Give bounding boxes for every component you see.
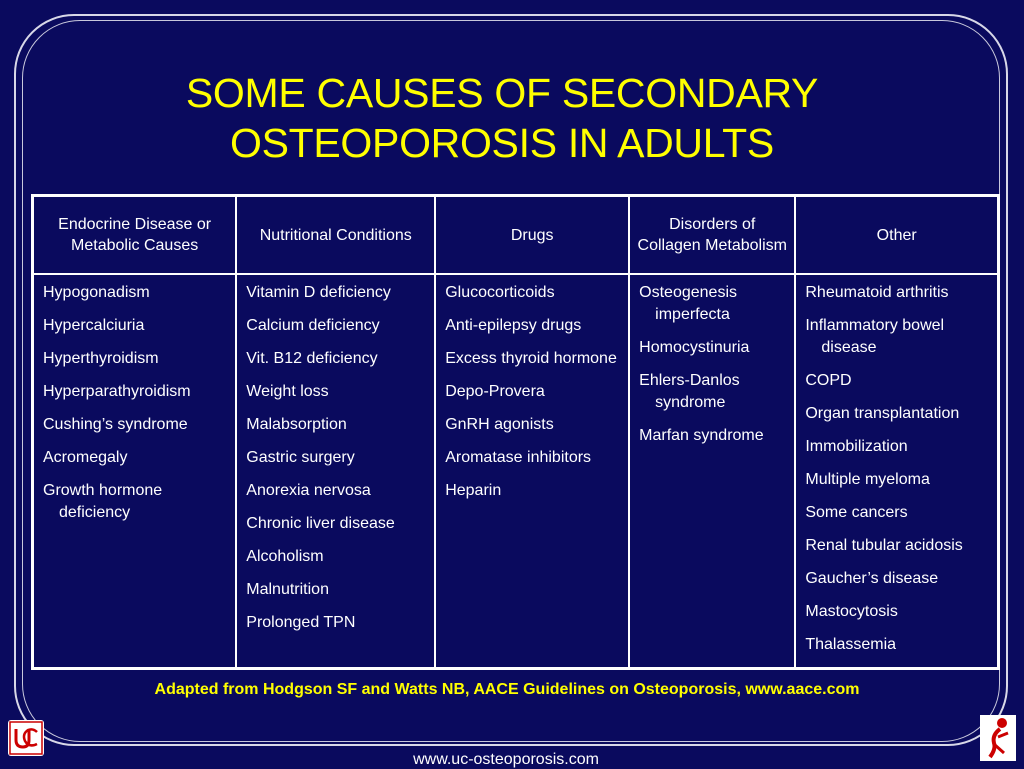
list-item: COPD [805, 372, 852, 389]
drugs-list [445, 282, 628, 502]
list-item: Malnutrition [246, 581, 329, 598]
list-item: Immobilization [805, 438, 908, 455]
list-item: Inflammatory bowel disease [805, 317, 945, 356]
list-item: Alcoholism [246, 548, 324, 565]
list-item: Acromegaly [43, 449, 128, 466]
causes-table [31, 194, 1000, 670]
column-collagen [629, 274, 795, 669]
list-item: Mastocytosis [805, 603, 898, 620]
list-item: Chronic liver disease [246, 515, 395, 532]
list-item: Glucocorticoids [445, 284, 555, 301]
list-item: Growth hormone deficiency [43, 482, 163, 521]
list-item: Heparin [445, 482, 502, 499]
other-list [805, 282, 997, 656]
table-header-row [33, 196, 999, 275]
endocrine-list [43, 282, 235, 524]
list-item: Anti-epilepsy drugs [445, 317, 582, 334]
header-endocrine: Endocrine Disease or Metabolic Causes [33, 196, 237, 275]
list-item: Calcium deficiency [246, 317, 380, 334]
list-item: Osteogenesis imperfecta [639, 284, 737, 323]
list-item: Vit. B12 deficiency [246, 350, 378, 367]
list-item: Hyperparathyroidism [43, 383, 191, 400]
source-citation: Adapted from Hodgson SF and Watts NB, AACE Guidelines on Osteoporosis, www.aace.com [154, 681, 860, 698]
list-item: Vitamin D deficiency [246, 284, 391, 301]
table-row [33, 274, 999, 669]
list-item: Rheumatoid arthritis [805, 284, 949, 301]
slide-title-line-1: SOME CAUSES OF SECONDARY [185, 70, 819, 116]
list-item: Cushing’s syndrome [43, 416, 188, 433]
list-item: Multiple myeloma [805, 471, 930, 488]
list-item: Marfan syndrome [639, 427, 764, 444]
list-item: Anorexia nervosa [246, 482, 371, 499]
nutritional-list [246, 282, 434, 634]
list-item: Excess thyroid hormone [445, 350, 617, 367]
list-item: Gastric surgery [246, 449, 355, 466]
list-item: Hypogonadism [43, 284, 150, 301]
slide-title-line-2: OSTEOPOROSIS IN ADULTS [230, 120, 774, 166]
column-endocrine [33, 274, 237, 669]
list-item: Organ transplantation [805, 405, 960, 422]
list-item: Depo-Provera [445, 383, 545, 400]
list-item: Renal tubular acidosis [805, 537, 963, 554]
slide-title [0, 68, 1004, 168]
list-item: Weight loss [246, 383, 329, 400]
header-nutritional: Nutritional Conditions [236, 196, 435, 275]
footer-url: www.uc-osteoporosis.com [413, 751, 599, 768]
collagen-list [639, 282, 794, 447]
list-item: GnRH agonists [445, 416, 554, 433]
list-item: Hypercalciuria [43, 317, 145, 334]
list-item: Some cancers [805, 504, 908, 521]
column-nutritional [236, 274, 435, 669]
list-item: Thalassemia [805, 636, 897, 653]
list-item: Homocystinuria [639, 339, 750, 356]
column-drugs [435, 274, 629, 669]
list-item: Hyperthyroidism [43, 350, 159, 367]
list-item: Ehlers-Danlos syndrome [639, 372, 740, 411]
list-item: Prolonged TPN [246, 614, 356, 631]
header-drugs: Drugs [435, 196, 629, 275]
header-collagen: Disorders of Collagen Metabolism [629, 196, 795, 275]
list-item: Gaucher’s disease [805, 570, 939, 587]
column-other [795, 274, 998, 669]
list-item: Aromatase inhibitors [445, 449, 592, 466]
list-item: Malabsorption [246, 416, 347, 433]
header-other: Other [795, 196, 998, 275]
